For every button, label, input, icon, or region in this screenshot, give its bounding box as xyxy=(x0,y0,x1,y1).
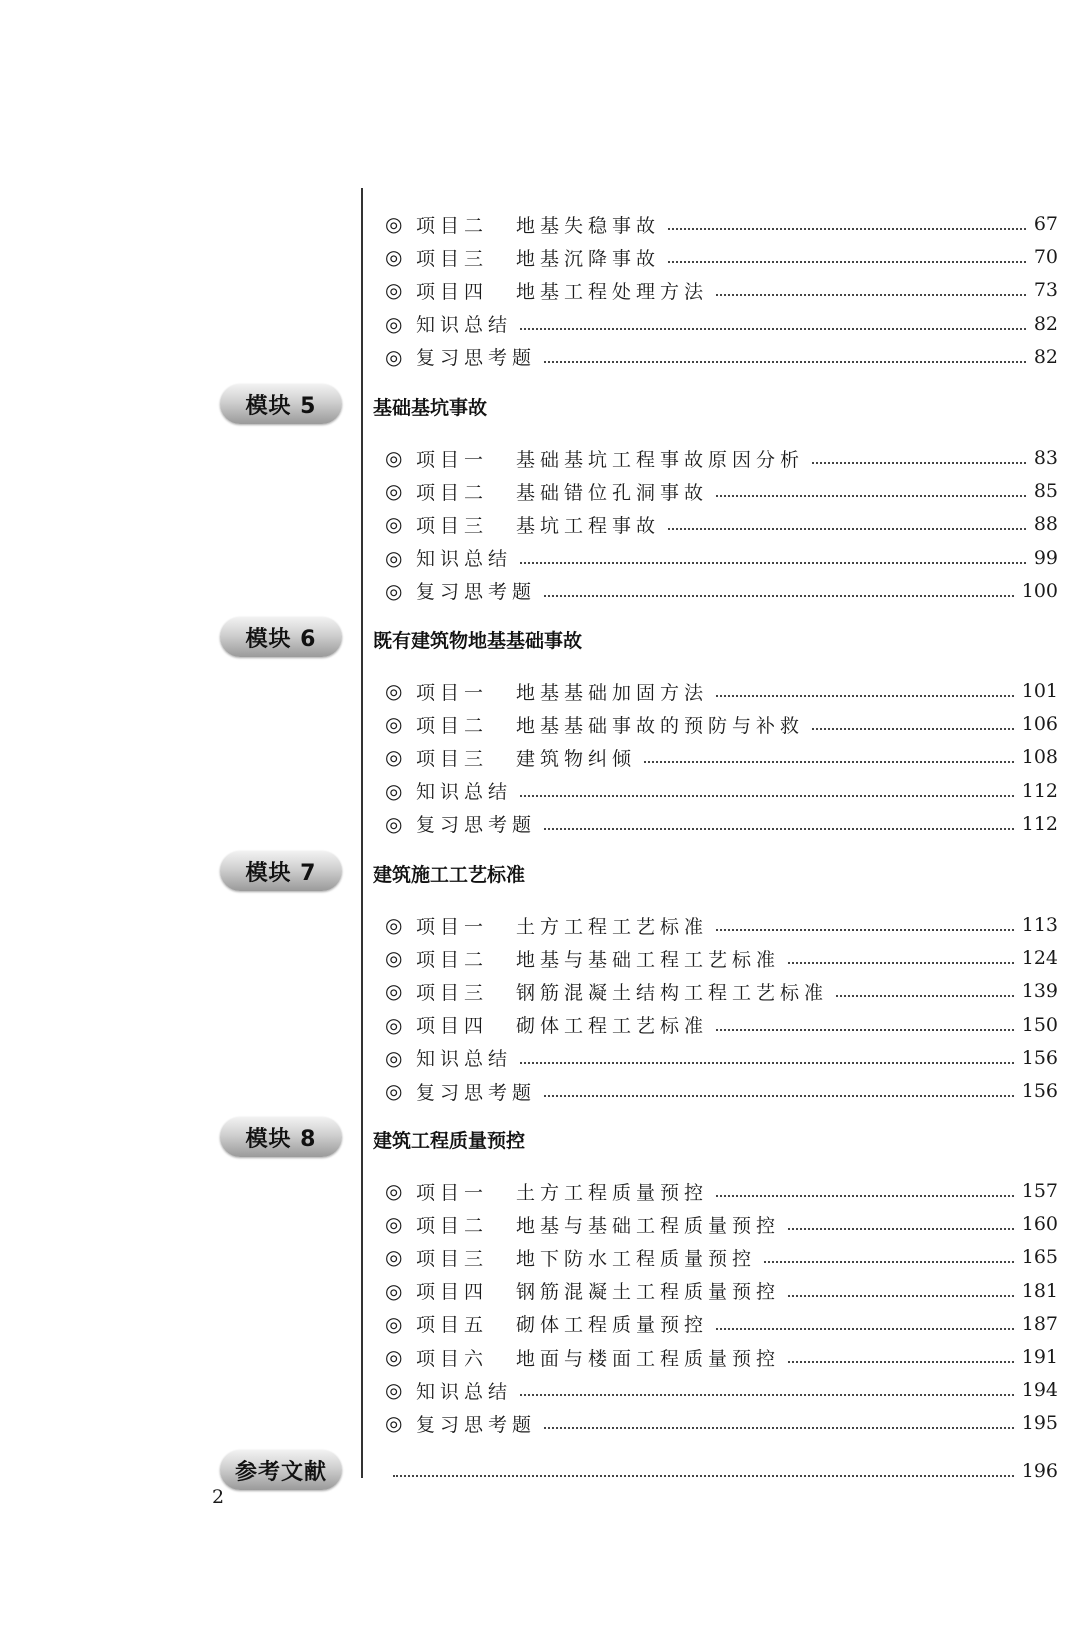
entry-label: 项目四 xyxy=(416,1015,489,1038)
dot-leader xyxy=(544,1427,1014,1429)
dot-leader xyxy=(788,1228,1014,1230)
entry-title: 知识总结 xyxy=(416,1048,513,1071)
circle-bullet-icon: ◎ xyxy=(385,745,403,770)
circle-bullet-icon: ◎ xyxy=(385,811,403,836)
entry-page: 85 xyxy=(1033,480,1058,503)
toc-entry[interactable] xyxy=(385,710,1058,738)
module-badge: 模块 8 xyxy=(220,1117,342,1157)
entry-label: 项目二 xyxy=(416,214,489,237)
entry-page: 165 xyxy=(1021,1246,1058,1269)
entry-label: 项目三 xyxy=(416,1247,489,1270)
entry-label: 项目六 xyxy=(416,1347,489,1370)
dot-leader xyxy=(764,1261,1014,1263)
entry-page: 156 xyxy=(1021,1080,1058,1102)
dot-leader xyxy=(716,1029,1014,1031)
entry-title: 地基与基础工程工艺标准 xyxy=(516,948,781,971)
entry-page: 157 xyxy=(1021,1180,1058,1202)
circle-bullet-icon: ◎ xyxy=(385,1345,403,1369)
toc-entry[interactable] xyxy=(385,777,1058,805)
entry-title: 基础基坑工程事故原因分析 xyxy=(516,448,805,471)
dot-leader xyxy=(544,595,1014,597)
dot-leader xyxy=(520,1062,1014,1064)
toc-entry[interactable] xyxy=(385,210,1058,238)
toc-entry[interactable] xyxy=(385,243,1058,271)
toc-entry[interactable] xyxy=(385,1277,1058,1305)
dot-leader xyxy=(668,261,1026,263)
entry-label: 项目二 xyxy=(416,1214,489,1237)
entry-label: 项目一 xyxy=(416,1181,489,1204)
entry-page: 70 xyxy=(1033,246,1058,269)
circle-bullet-icon: ◎ xyxy=(385,479,403,504)
circle-bullet-icon: ◎ xyxy=(385,1179,403,1203)
dot-leader xyxy=(812,728,1014,730)
circle-bullet-icon: ◎ xyxy=(385,712,403,737)
toc-entry[interactable] xyxy=(385,444,1058,472)
module-badge: 模块 5 xyxy=(220,384,342,424)
module-badge: 模块 7 xyxy=(220,851,342,891)
entry-title: 复习思考题 xyxy=(416,347,537,370)
entry-title: 知识总结 xyxy=(416,781,513,804)
references-badge: 参考文献 xyxy=(220,1450,342,1490)
circle-bullet-icon: ◎ xyxy=(385,778,403,803)
entry-label: 项目一 xyxy=(416,915,489,938)
references-entry[interactable] xyxy=(385,1457,1058,1485)
entry-label: 项目五 xyxy=(416,1314,489,1337)
circle-bullet-icon: ◎ xyxy=(385,1311,403,1336)
dot-leader xyxy=(544,361,1026,363)
entry-page: 112 xyxy=(1021,779,1058,802)
entry-title: 砌体工程质量预控 xyxy=(516,1314,709,1337)
entry-page: 73 xyxy=(1033,279,1058,302)
dot-leader xyxy=(716,929,1014,931)
circle-bullet-icon: ◎ xyxy=(385,1012,403,1037)
entry-page: 82 xyxy=(1033,345,1058,368)
entry-label: 项目四 xyxy=(416,1281,489,1304)
toc-entry[interactable] xyxy=(385,911,1058,939)
entry-page: 83 xyxy=(1033,447,1058,469)
entry-page: 99 xyxy=(1033,546,1058,569)
toc-entry[interactable] xyxy=(385,276,1058,304)
toc-entry[interactable] xyxy=(385,944,1058,972)
toc-entry[interactable] xyxy=(385,1243,1058,1271)
toc-entry[interactable] xyxy=(385,977,1058,1005)
circle-bullet-icon: ◎ xyxy=(385,344,403,369)
entry-title: 复习思考题 xyxy=(416,581,537,604)
entry-page: 112 xyxy=(1021,812,1058,835)
entry-title: 基础错位孔洞事故 xyxy=(516,481,709,504)
entry-label: 项目三 xyxy=(416,981,489,1004)
toc-entry[interactable] xyxy=(385,510,1058,538)
circle-bullet-icon: ◎ xyxy=(385,1245,403,1270)
dot-leader xyxy=(788,962,1014,964)
dot-leader xyxy=(544,828,1014,830)
toc-entry[interactable] xyxy=(385,1376,1058,1404)
circle-bullet-icon: ◎ xyxy=(385,913,403,937)
entry-page: 124 xyxy=(1021,947,1058,970)
entry-title: 地基基础加固方法 xyxy=(516,681,709,704)
entry-title: 土方工程工艺标准 xyxy=(516,915,709,938)
toc-entry[interactable] xyxy=(385,1077,1058,1105)
dot-leader xyxy=(520,562,1026,564)
entry-page: 156 xyxy=(1021,1046,1058,1069)
circle-bullet-icon: ◎ xyxy=(385,1079,403,1103)
entry-page: 194 xyxy=(1021,1379,1058,1402)
entry-page: 100 xyxy=(1021,579,1058,602)
circle-bullet-icon: ◎ xyxy=(385,212,403,236)
entry-title: 砌体工程工艺标准 xyxy=(516,1015,709,1038)
entry-label: 项目三 xyxy=(416,514,489,537)
toc-entry[interactable] xyxy=(385,810,1058,838)
entry-page: 139 xyxy=(1021,980,1058,1003)
entry-page: 106 xyxy=(1021,713,1058,736)
entry-title: 钢筋混凝土工程质量预控 xyxy=(516,1281,781,1304)
dot-leader xyxy=(544,1095,1014,1097)
entry-page: 187 xyxy=(1021,1312,1058,1335)
entry-title: 知识总结 xyxy=(416,548,513,571)
toc-entry[interactable] xyxy=(385,310,1058,338)
toc-entry[interactable] xyxy=(385,1044,1058,1072)
module-title[interactable]: 建筑工程质量预控 xyxy=(373,1130,526,1152)
entry-page: 191 xyxy=(1021,1346,1058,1368)
entry-label: 项目一 xyxy=(416,448,489,471)
dot-leader xyxy=(716,495,1026,497)
entry-label: 项目二 xyxy=(416,948,489,971)
entry-page: 88 xyxy=(1033,513,1058,536)
entry-title: 地下防水工程质量预控 xyxy=(516,1247,757,1270)
entry-page: 108 xyxy=(1021,746,1058,769)
toc-entry[interactable] xyxy=(385,343,1058,371)
dot-leader xyxy=(668,528,1026,530)
entry-title: 地基基础事故的预防与补救 xyxy=(516,714,805,737)
dot-leader xyxy=(393,1475,1014,1477)
entry-title: 地基失稳事故 xyxy=(516,214,661,237)
entry-title: 基坑工程事故 xyxy=(516,514,661,537)
entry-page: 195 xyxy=(1021,1412,1058,1435)
entry-title: 建筑物纠倾 xyxy=(516,747,637,770)
entry-title: 地基与基础工程质量预控 xyxy=(516,1214,781,1237)
toc-entry[interactable] xyxy=(385,1210,1058,1238)
dot-leader xyxy=(716,695,1014,697)
circle-bullet-icon: ◎ xyxy=(385,1045,403,1070)
circle-bullet-icon: ◎ xyxy=(385,578,403,603)
module-badge: 模块 6 xyxy=(220,617,342,657)
entry-page: 160 xyxy=(1021,1213,1058,1236)
entry-label: 项目二 xyxy=(416,481,489,504)
entry-page: 101 xyxy=(1021,680,1058,702)
circle-bullet-icon: ◎ xyxy=(385,512,403,537)
circle-bullet-icon: ◎ xyxy=(385,1411,403,1436)
circle-bullet-icon: ◎ xyxy=(385,278,403,303)
dot-leader xyxy=(788,1295,1014,1297)
dot-leader xyxy=(520,795,1014,797)
toc-entry[interactable] xyxy=(385,1177,1058,1205)
circle-bullet-icon: ◎ xyxy=(385,946,403,971)
entry-page: 82 xyxy=(1033,312,1058,335)
entry-title: 土方工程质量预控 xyxy=(516,1181,709,1204)
dot-leader xyxy=(520,328,1026,330)
entry-label: 项目三 xyxy=(416,747,489,770)
page-number: 2 xyxy=(212,1486,225,1508)
module-title[interactable]: 基础基坑事故 xyxy=(373,397,488,419)
entry-label: 项目一 xyxy=(416,681,489,704)
toc-entry[interactable] xyxy=(385,477,1058,505)
dot-leader xyxy=(668,228,1026,230)
entry-title: 知识总结 xyxy=(416,314,513,337)
circle-bullet-icon: ◎ xyxy=(385,1212,403,1237)
toc-entry[interactable] xyxy=(385,577,1058,605)
dot-leader xyxy=(788,1361,1014,1363)
toc-entry[interactable] xyxy=(385,1011,1058,1039)
dot-leader xyxy=(520,1394,1014,1396)
entry-page: 150 xyxy=(1021,1013,1058,1036)
circle-bullet-icon: ◎ xyxy=(385,979,403,1004)
toc-entry[interactable] xyxy=(385,677,1058,705)
entry-page: 67 xyxy=(1033,213,1058,235)
circle-bullet-icon: ◎ xyxy=(385,446,403,470)
toc-entry[interactable] xyxy=(385,544,1058,572)
entry-title: 复习思考题 xyxy=(416,1413,537,1436)
entry-label: 项目二 xyxy=(416,714,489,737)
entry-page: 113 xyxy=(1021,914,1058,936)
circle-bullet-icon: ◎ xyxy=(385,1378,403,1403)
entry-title: 复习思考题 xyxy=(416,1081,537,1104)
dot-leader xyxy=(716,1328,1014,1330)
vertical-divider xyxy=(361,188,363,1478)
toc-entry[interactable] xyxy=(385,1310,1058,1338)
dot-leader xyxy=(716,294,1026,296)
toc-entry[interactable] xyxy=(385,1409,1058,1437)
entry-title: 复习思考题 xyxy=(416,814,537,837)
entry-title: 知识总结 xyxy=(416,1380,513,1403)
dot-leader xyxy=(644,761,1014,763)
toc-entry[interactable] xyxy=(385,743,1058,771)
entry-label: 项目三 xyxy=(416,247,489,270)
circle-bullet-icon: ◎ xyxy=(385,245,403,270)
circle-bullet-icon: ◎ xyxy=(385,679,403,703)
references-page: 196 xyxy=(1021,1460,1058,1482)
entry-title: 钢筋混凝土结构工程工艺标准 xyxy=(516,981,829,1004)
entry-page: 181 xyxy=(1021,1279,1058,1302)
toc-entry[interactable] xyxy=(385,1343,1058,1371)
entry-label: 项目四 xyxy=(416,280,489,303)
circle-bullet-icon: ◎ xyxy=(385,545,403,570)
module-title[interactable]: 建筑施工工艺标准 xyxy=(373,864,526,886)
entry-title: 地基工程处理方法 xyxy=(516,280,709,303)
circle-bullet-icon: ◎ xyxy=(385,311,403,336)
dot-leader xyxy=(836,995,1014,997)
circle-bullet-icon: ◎ xyxy=(385,1278,403,1303)
dot-leader xyxy=(812,462,1026,464)
entry-title: 地基沉降事故 xyxy=(516,247,661,270)
module-title[interactable]: 既有建筑物地基基础事故 xyxy=(373,630,583,652)
dot-leader xyxy=(716,1195,1014,1197)
entry-title: 地面与楼面工程质量预控 xyxy=(516,1347,781,1370)
